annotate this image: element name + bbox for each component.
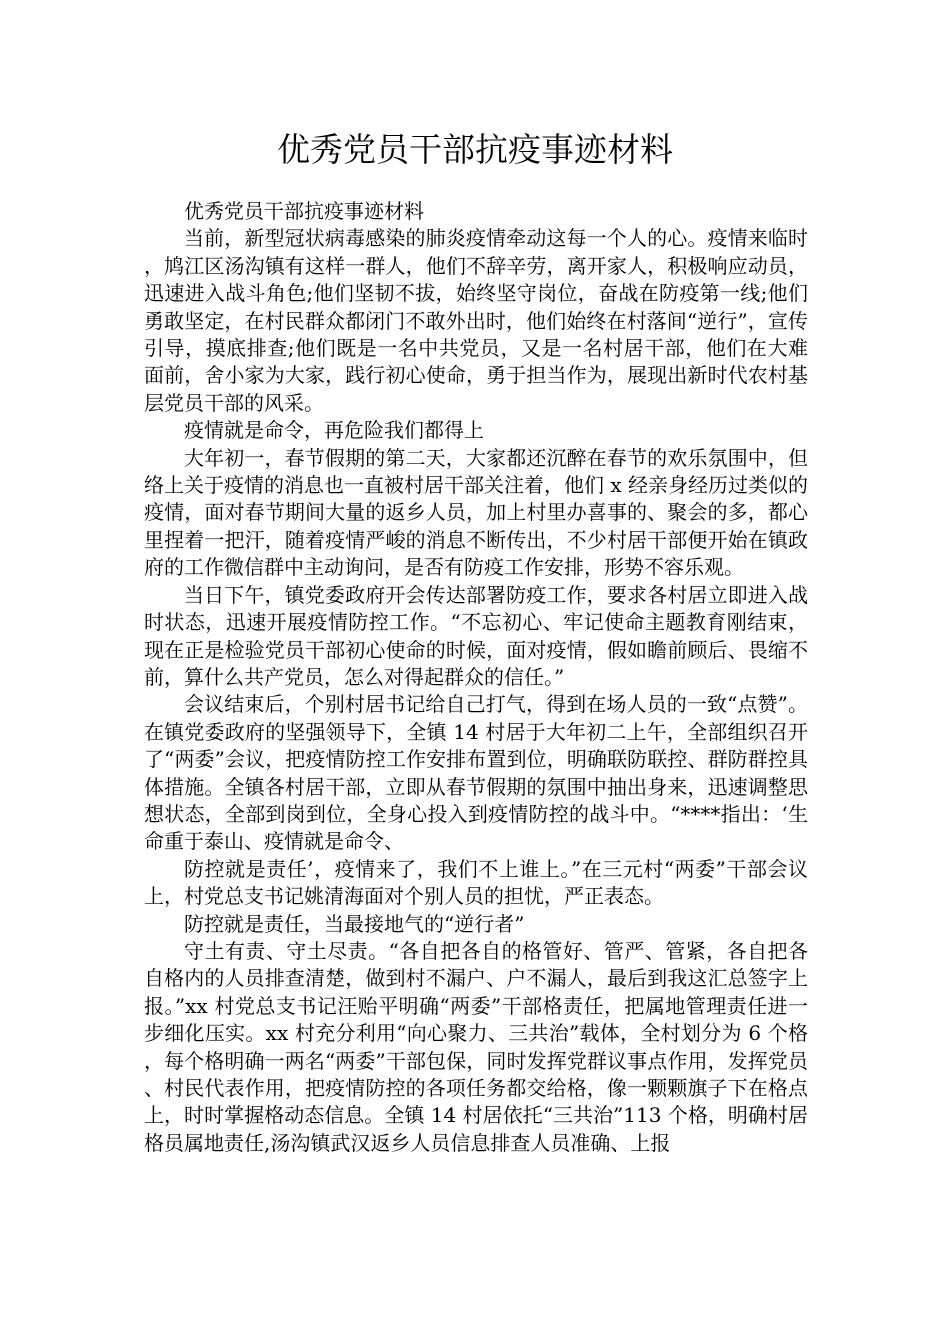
paragraph: 大年初一，春节假期的第二天，大家都还沉醉在春节的欢乐氛围中，但络上关于疫情的消息也一直被村居干部关注着，他们 x 经亲身经历过类似的疫情，面对春节期间大量的返乡人员，加上村里办喜事的、聚会的多，都心里捏着一把汗，随着疫情严峻的消息不断传出，不少村居干部便开始在镇政府的工作微信群中主动询问，是否有防疫工作安排，形势不容乐观。 [144,445,808,580]
paragraph: 当前，新型冠状病毒感染的肺炎疫情牵动这每一个人的心。疫情来临时，鸠江区汤沟镇有这样一群人，他们不辞辛劳，离开家人，积极响应动员，迅速进入战斗角色;他们坚韧不拔，始终坚守岗位，奋战在防疫第一线;他们勇敢坚定，在村民群众都闭门不敢外出时，他们始终在村落间“逆行”，宣传引导，摸底排查;他们既是一名中共党员，又是一名村居干部，他们在大难面前，舍小家为大家，践行初心使命，勇于担当作为，展现出新时代农村基层党员干部的风采。 [144,226,808,415]
paragraph: 守土有责、守土尽责。“各自把各自的格管好、管严、管紧，各自把各自格内的人员排查清楚，做到村不漏户、户不漏人，最后到我这汇总签字上报。”xx 村党总支书记汪贻平明确“两委”干部格责任，把属地管理责任进一步细化压实。xx 村充分利用“向心聚力、三共治”载体，全村划分为 6 个格，每个格明确一两名“两委”干部包保，同时发挥党群议事点作用，发挥党员、村民代表作用，把疫情防控的各项任务都交给格，像一颗颗旗子下在格点上，时时掌握格动态信息。全镇 14 村居依托“三共治”113 个格，明确村居格员属地责任,汤沟镇武汉返乡人员信息排查人员准确、上报 [144,938,808,1155]
paragraph: 会议结束后，个别村居书记给自己打气，得到在场人员的一致“点赞”。在镇党委政府的坚强领导下，全镇 14 村居于大年初二上午，全部组织召开了“两委”会议，把疫情防控工作安排布置到位，明确联防联控、群防群控具体措施。全镇各村居干部，立即从春节假期的氛围中抽出身来，迅速调整思想状态，全部到岗到位，全身心投入到疫情防控的战斗中。“****指出：‘生命重于泰山、疫情就是命令、 [144,692,808,854]
document-title: 优秀党员干部抗疫事迹材料 [277,130,673,169]
section-heading: 防控就是责任，当最接地气的“逆行者” [184,911,525,936]
paragraph: 当日下午，镇党委政府开会传达部署防疫工作，要求各村居立即进入战时状态，迅速开展疫情防控工作。“不忘初心、牢记使命主题教育刚结束，现在正是检验党员干部初心使命的时候，面对疫情，假如瞻前顾后、畏缩不前，算什么共产党员，怎么对得起群众的信任。” [144,582,808,689]
paragraph-subtitle: 优秀党员干部抗疫事迹材料 [184,199,424,223]
document-body [144,198,808,1157]
paragraph: 防控就是责任’，疫情来了，我们不上谁上。”在三元村“两委”干部会议上，村党总支书记姚清海面对个别人员的担忧，严正表态。 [144,856,808,909]
section-heading: 疫情就是命令，再危险我们都得上 [184,418,484,443]
